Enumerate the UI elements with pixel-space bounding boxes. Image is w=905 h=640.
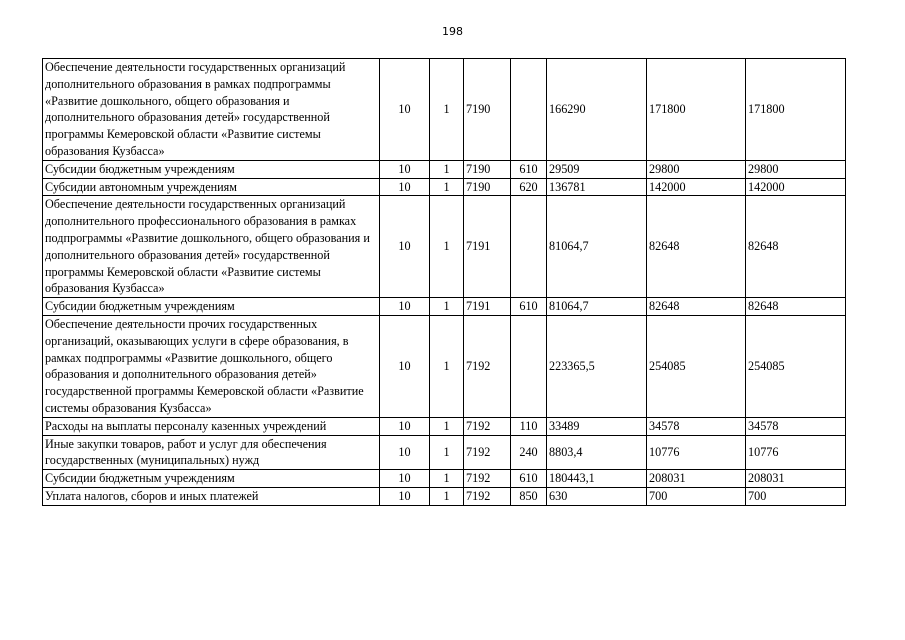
table-row	[43, 487, 846, 505]
amount-year-1: 29509	[547, 160, 647, 178]
expense-type-code: 110	[511, 417, 547, 435]
subsection-code: 1	[430, 178, 464, 196]
subsection-code: 1	[430, 417, 464, 435]
amount-year-3: 208031	[746, 470, 846, 488]
expense-type-code: 850	[511, 487, 547, 505]
row-name: Субсидии бюджетным учреждениям	[43, 160, 380, 178]
row-name: Субсидии бюджетным учреждениям	[43, 470, 380, 488]
table-row	[43, 59, 846, 161]
amount-year-3: 82648	[746, 298, 846, 316]
target-article-code: 7191	[464, 298, 511, 316]
section-code: 10	[380, 435, 430, 470]
amount-year-1: 180443,1	[547, 470, 647, 488]
subsection-code: 1	[430, 160, 464, 178]
target-article-code: 7192	[464, 487, 511, 505]
amount-year-3: 10776	[746, 435, 846, 470]
amount-year-1: 81064,7	[547, 298, 647, 316]
amount-year-3: 254085	[746, 315, 846, 417]
table-row	[43, 315, 846, 417]
target-article-code: 7192	[464, 417, 511, 435]
section-code: 10	[380, 196, 430, 298]
amount-year-1: 136781	[547, 178, 647, 196]
amount-year-1: 33489	[547, 417, 647, 435]
subsection-code: 1	[430, 196, 464, 298]
table-row	[43, 298, 846, 316]
target-article-code: 7190	[464, 178, 511, 196]
section-code: 10	[380, 417, 430, 435]
expense-type-code	[511, 315, 547, 417]
expense-type-code: 620	[511, 178, 547, 196]
expense-type-code: 610	[511, 470, 547, 488]
amount-year-2: 82648	[647, 196, 746, 298]
target-article-code: 7190	[464, 160, 511, 178]
row-name: Обеспечение деятельности государственных организаций дополнительного профессионального образования в рамках подпрограммы «Развитие дошкольного, общего образования и дополнительного образования детей» государственной программы Кемеровской области «Развитие системы образования Кузбасса»	[43, 196, 380, 298]
amount-year-3: 82648	[746, 196, 846, 298]
amount-year-3: 171800	[746, 59, 846, 161]
section-code: 10	[380, 59, 430, 161]
amount-year-1: 166290	[547, 59, 647, 161]
table-body	[43, 59, 846, 506]
amount-year-1: 630	[547, 487, 647, 505]
section-code: 10	[380, 487, 430, 505]
amount-year-2: 254085	[647, 315, 746, 417]
row-name: Субсидии бюджетным учреждениям	[43, 298, 380, 316]
table-row	[43, 160, 846, 178]
target-article-code: 7192	[464, 315, 511, 417]
expense-type-code	[511, 196, 547, 298]
row-name: Иные закупки товаров, работ и услуг для обеспечения государственных (муниципальных) нужд	[43, 435, 380, 470]
section-code: 10	[380, 160, 430, 178]
budget-table	[42, 58, 846, 506]
page-number: 198	[442, 25, 463, 38]
subsection-code: 1	[430, 298, 464, 316]
amount-year-2: 29800	[647, 160, 746, 178]
row-name: Расходы на выплаты персоналу казенных учреждений	[43, 417, 380, 435]
row-name: Обеспечение деятельности государственных организаций дополнительного образования в рамках подпрограммы «Развитие дошкольного, общего образования и дополнительного образования детей» государственной программы Кемеровской области «Развитие системы образования Кузбасса»	[43, 59, 380, 161]
expense-type-code	[511, 59, 547, 161]
section-code: 10	[380, 470, 430, 488]
amount-year-2: 82648	[647, 298, 746, 316]
table-row	[43, 417, 846, 435]
table-row	[43, 435, 846, 470]
amount-year-2: 208031	[647, 470, 746, 488]
section-code: 10	[380, 315, 430, 417]
table-row	[43, 470, 846, 488]
amount-year-3: 700	[746, 487, 846, 505]
subsection-code: 1	[430, 315, 464, 417]
amount-year-1: 81064,7	[547, 196, 647, 298]
target-article-code: 7192	[464, 435, 511, 470]
expense-type-code: 610	[511, 298, 547, 316]
target-article-code: 7192	[464, 470, 511, 488]
subsection-code: 1	[430, 59, 464, 161]
subsection-code: 1	[430, 487, 464, 505]
section-code: 10	[380, 298, 430, 316]
amount-year-2: 34578	[647, 417, 746, 435]
amount-year-2: 700	[647, 487, 746, 505]
target-article-code: 7191	[464, 196, 511, 298]
section-code: 10	[380, 178, 430, 196]
table-row	[43, 196, 846, 298]
expense-type-code: 610	[511, 160, 547, 178]
row-name: Обеспечение деятельности прочих государственных организаций, оказывающих услуги в сфере образования, в рамках подпрограммы «Развитие дошкольного, общего образования и дополнительного образования детей» государственной программы Кемеровской области «Развитие системы образования Кузбасса»	[43, 315, 380, 417]
expense-type-code: 240	[511, 435, 547, 470]
target-article-code: 7190	[464, 59, 511, 161]
amount-year-2: 10776	[647, 435, 746, 470]
table-row	[43, 178, 846, 196]
amount-year-1: 8803,4	[547, 435, 647, 470]
amount-year-2: 171800	[647, 59, 746, 161]
subsection-code: 1	[430, 435, 464, 470]
amount-year-3: 29800	[746, 160, 846, 178]
amount-year-3: 142000	[746, 178, 846, 196]
amount-year-2: 142000	[647, 178, 746, 196]
row-name: Субсидии автономным учреждениям	[43, 178, 380, 196]
amount-year-3: 34578	[746, 417, 846, 435]
amount-year-1: 223365,5	[547, 315, 647, 417]
row-name: Уплата налогов, сборов и иных платежей	[43, 487, 380, 505]
subsection-code: 1	[430, 470, 464, 488]
